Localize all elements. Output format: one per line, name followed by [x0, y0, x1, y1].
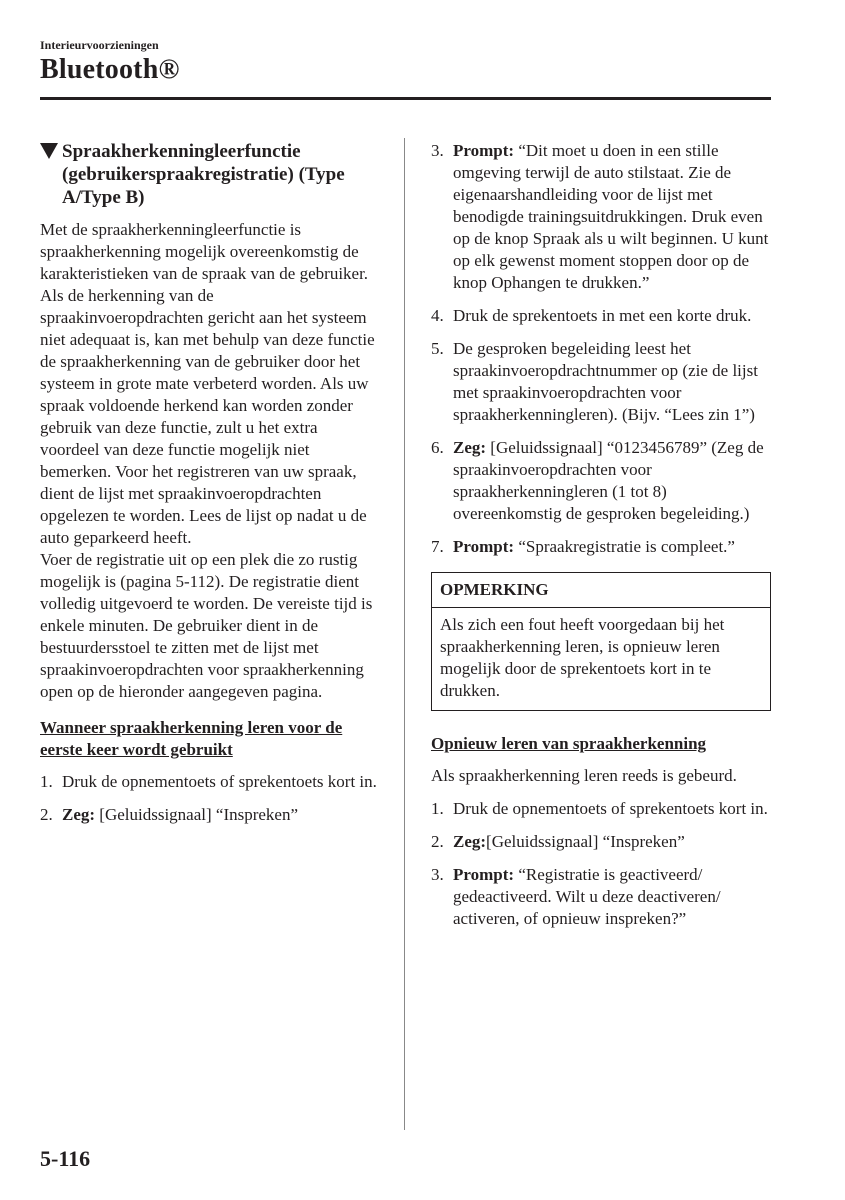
list-item [431, 140, 771, 294]
relearn-steps [431, 798, 771, 930]
note-box [431, 572, 771, 711]
step-number: 6. [431, 438, 444, 457]
step-label: Prompt: [453, 141, 515, 160]
step-text: Druk de opnementoets of sprekentoets kort in. [453, 799, 768, 818]
step-text: Zeg: [Geluidssignaal] “Inspreken” [62, 805, 299, 824]
step-label: Zeg: [453, 832, 487, 851]
column-divider [404, 138, 405, 1130]
step-number: 1. [431, 799, 444, 818]
step-number: 7. [431, 537, 444, 556]
list-item [40, 771, 380, 793]
list-item [431, 864, 771, 930]
section-heading-text: Spraakherkenningleerfunctie (gebruikerspraakregistratie) (Type A/Type B) [62, 141, 345, 208]
step-text: De gesproken begeleiding leest het spraakinvoeropdrachtnummer op (zie de lijst met spraakinvoeropdrachten voor spraakherkenningleren). (Bijv. “Lees zin 1”) [453, 339, 758, 424]
list-item [431, 536, 771, 558]
step-text: Prompt: “Spraakregistratie is compleet.” [453, 537, 735, 556]
step-number: 3. [431, 865, 444, 884]
instructions-paragraph: Voer de registratie uit op een plek die zo rustig mogelijk is (pagina 5-112). De registratie dient volledig uitgevoerd te worden. De vereiste tijd is enkele minuten. De gebruiker dient in de bestuurdersstoel te zitten met de lijst met spraakinvoeropdrachten voor spraakherkenning open op de hieronder aangegeven pagina. [40, 550, 373, 701]
list-item [431, 437, 771, 525]
step-label: Prompt: [453, 537, 515, 556]
list-item [40, 804, 380, 826]
note-title: OPMERKING [432, 573, 770, 608]
page-title: Bluetooth® [40, 54, 180, 85]
first-time-subheading: Wanneer spraakherkenning leren voor de eerste keer wordt gebruikt [40, 718, 343, 759]
list-item [431, 305, 771, 327]
step-label: Zeg: [62, 805, 96, 824]
step-number: 5. [431, 339, 444, 358]
page-number: 5-116 [40, 1146, 91, 1171]
step-label: Prompt: [453, 865, 515, 884]
step-text: Prompt: “Dit moet u doen in een stille omgeving terwijl de auto stilstaat. Zie de eigenaarshandleiding voor de lijst met benodigde trainingsuitdrukkingen. Druk even op de knop Spraak als u wilt beginnen. U kunt op elk gewenst moment stoppen door op de knop Ophangen te drukken.” [453, 141, 769, 292]
list-item [431, 338, 771, 426]
step-label: Zeg: [453, 438, 487, 457]
step-number: 2. [431, 832, 444, 851]
section-heading [40, 140, 380, 209]
list-item [431, 798, 771, 820]
list-item [431, 831, 771, 853]
continued-steps [431, 140, 771, 558]
step-text: Druk de opnementoets of sprekentoets kort in. [62, 772, 377, 791]
intro-paragraph: Met de spraakherkenningleerfunctie is spraakherkenning mogelijk overeenkomstig de karakteristieken van de spraak van de gebruiker. Als de herkenning van de spraakinvoeropdrachten gericht aan het systeem niet adequaat is, kan met behulp van deze functie de spraakherkenning van de gebruiker door het systeem in grote mate verbeterd worden. Als uw spraak voldoende herkend kan worden zonder gebruik van deze functie, zult u het extra voordeel van deze functie mogelijk niet bemerken. Voor het registreren van uw spraak, dient de lijst met spraakinvoeropdrachten opgelezen te worden. Lees de lijst op nadat u de auto geparkeerd heeft. [40, 220, 375, 547]
step-text: Zeg: [Geluidssignaal] “0123456789” (Zeg de spraakinvoeropdrachten voor spraakherkenningleren (1 tot 8) overeenkomstig de gesproken begeleiding.) [453, 438, 764, 523]
first-time-steps [40, 771, 380, 826]
right-column [431, 140, 771, 941]
step-number: 3. [431, 141, 444, 160]
step-number: 1. [40, 772, 53, 791]
note-body: Als zich een fout heeft voorgedaan bij het spraakherkenning leren, is opnieuw leren mogelijk door de sprekentoets kort in te drukken. [440, 615, 725, 700]
step-text: Zeg:[Geluidssignaal] “Inspreken” [453, 832, 685, 851]
step-number: 4. [431, 306, 444, 325]
step-number: 2. [40, 805, 53, 824]
step-text: Prompt: “Registratie is geactiveerd/ gedeactiveerd. Wilt u deze deactiveren/ activeren, of opnieuw inspreken?” [453, 865, 721, 928]
triangle-bullet-icon [40, 143, 58, 159]
relearn-paragraph: Als spraakherkenning leren reeds is gebeurd. [431, 766, 737, 785]
header-divider [40, 97, 771, 100]
step-text: Druk de sprekentoets in met een korte druk. [453, 306, 752, 325]
relearn-subheading: Opnieuw leren van spraakherkenning [431, 734, 707, 753]
left-column [40, 140, 380, 837]
section-label: Interieurvoorzieningen [40, 38, 159, 52]
